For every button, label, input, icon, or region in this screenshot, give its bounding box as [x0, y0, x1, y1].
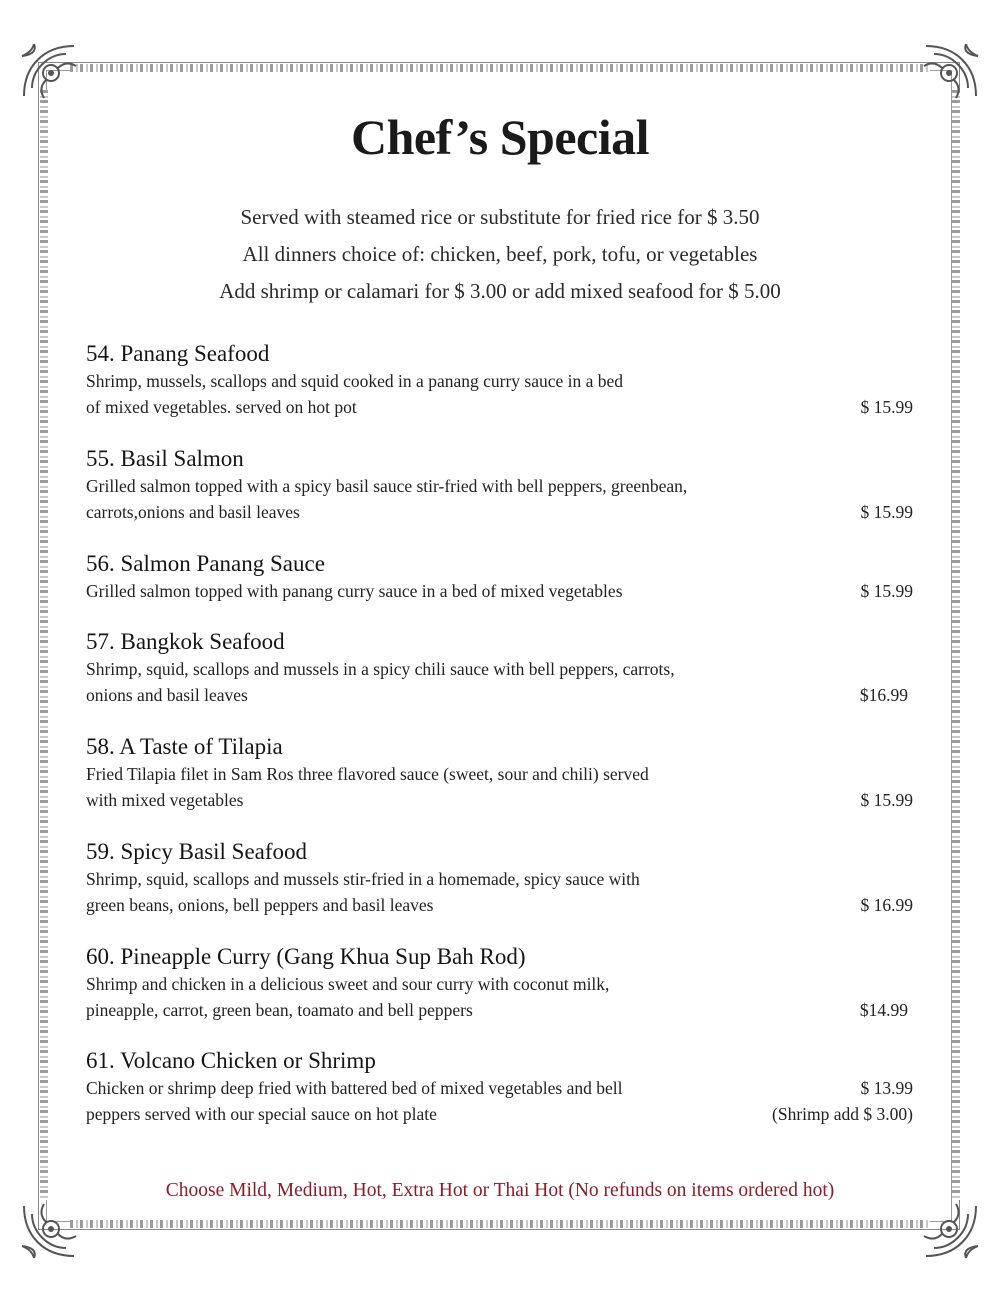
menu-item	[86, 628, 916, 708]
ornamental-border-bottom	[70, 1220, 930, 1228]
menu-item-description: carrots,onions and basil leaves	[86, 502, 300, 522]
spice-level-note: Choose Mild, Medium, Hot, Extra Hot or Thai Hot (No refunds on items ordered hot)	[165, 1180, 835, 1201]
menu-item-name: 55. Basil Salmon	[86, 446, 244, 471]
menu-item-description: Shrimp and chicken in a delicious sweet and sour curry with coconut milk,	[86, 974, 610, 994]
menu-item-description: Shrimp, mussels, scallops and squid cooked in a panang curry sauce in a bed	[86, 371, 624, 391]
menu-item	[86, 340, 916, 420]
menu-item-name: 54. Panang Seafood	[86, 341, 270, 366]
menu-item-price: $16.99	[859, 685, 908, 705]
page-title: Chef’s Special	[350, 109, 650, 165]
menu-item	[86, 445, 916, 525]
ornament-corner-icon	[14, 1192, 88, 1266]
subtitle-line: Served with steamed rice or substitute for fried rice for $ 3.50	[240, 205, 760, 229]
menu-item-name: 60. Pineapple Curry (Gang Khua Sup Bah Rod)	[86, 944, 526, 969]
menu-item-price: $ 15.99	[860, 790, 913, 810]
menu-item-name: 59. Spicy Basil Seafood	[86, 839, 308, 864]
ornament-corner-icon	[14, 36, 88, 110]
menu-item-name: 58. A Taste of Tilapia	[86, 734, 283, 759]
menu-item-description: Fried Tilapia filet in Sam Ros three flavored sauce (sweet, sour and chili) served	[86, 764, 649, 784]
menu-item-description: Shrimp, squid, scallops and mussels stir-fried in a homemade, spicy sauce with	[86, 869, 640, 889]
menu-item-description: pineapple, carrot, green bean, toamato and bell peppers	[86, 1000, 473, 1020]
menu-item	[86, 1047, 916, 1127]
ornament-corner-icon	[912, 1192, 986, 1266]
menu-item-description: with mixed vegetables	[86, 790, 244, 810]
menu-item-price-note: (Shrimp add $ 3.00)	[772, 1104, 913, 1124]
menu-item-price: $ 13.99	[860, 1078, 913, 1098]
menu-item	[86, 550, 916, 604]
menu-item	[86, 733, 916, 813]
menu-item-name: 61. Volcano Chicken or Shrimp	[86, 1048, 376, 1073]
menu-item	[86, 943, 916, 1023]
subtitle-line: Add shrimp or calamari for $ 3.00 or add mixed seafood for $ 5.00	[219, 279, 781, 303]
menu-item-description: peppers served with our special sauce on hot plate	[86, 1104, 437, 1124]
menu-item-price: $ 15.99	[860, 581, 913, 601]
menu-item-description: onions and basil leaves	[86, 685, 248, 705]
subtitle-line: All dinners choice of: chicken, beef, pork, tofu, or vegetables	[242, 242, 758, 266]
menu-item-description: of mixed vegetables. served on hot pot	[86, 397, 357, 417]
menu-item-name: 56. Salmon Panang Sauce	[86, 551, 325, 576]
menu-item-description: green beans, onions, bell peppers and basil leaves	[86, 895, 434, 915]
menu-item-description: Grilled salmon topped with a spicy basil sauce stir-fried with bell peppers, greenbean,	[86, 476, 688, 496]
menu-item	[86, 838, 916, 918]
menu-item-price: $ 16.99	[860, 895, 913, 915]
ornament-corner-icon	[912, 36, 986, 110]
ornamental-border-top	[70, 64, 930, 72]
menu-item-price: $14.99	[859, 1000, 908, 1020]
menu-item-name: 57. Bangkok Seafood	[86, 629, 285, 654]
menu-item-description: Shrimp, squid, scallops and mussels in a spicy chili sauce with bell peppers, carrots,	[86, 659, 675, 679]
menu-item-description: Grilled salmon topped with panang curry sauce in a bed of mixed vegetables	[86, 581, 623, 601]
menu-item-price: $ 15.99	[860, 502, 913, 522]
menu-item-price: $ 15.99	[860, 397, 913, 417]
menu-item-description: Chicken or shrimp deep fried with battered bed of mixed vegetables and bell	[86, 1078, 623, 1098]
